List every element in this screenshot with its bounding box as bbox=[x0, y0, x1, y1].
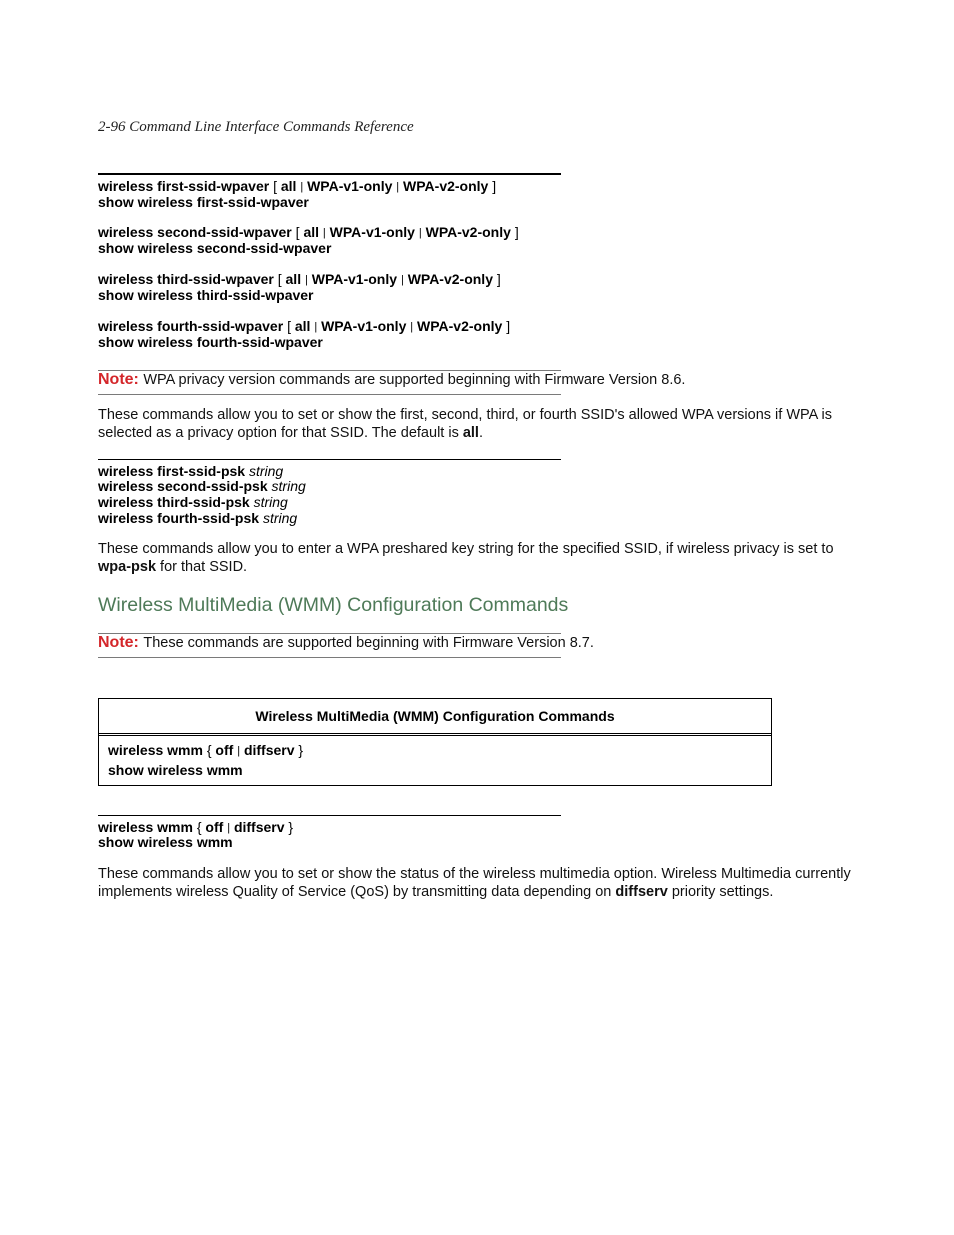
command-rule bbox=[98, 173, 561, 175]
note-label: Note: bbox=[98, 634, 139, 651]
command-line bbox=[98, 463, 283, 479]
command-rule bbox=[98, 459, 561, 460]
bracket: [ bbox=[287, 318, 291, 334]
argument: string bbox=[248, 463, 284, 479]
show-command: show wireless wmm bbox=[108, 762, 243, 778]
show-command-line bbox=[98, 834, 233, 850]
command-name: wireless third-ssid-psk bbox=[98, 494, 250, 510]
option: diffserv bbox=[233, 819, 285, 835]
option: WPA-v1-only bbox=[329, 224, 415, 240]
separator: | bbox=[396, 181, 400, 193]
option: WPA-v1-only bbox=[321, 318, 407, 334]
note bbox=[98, 371, 685, 389]
command-name: wireless wmm bbox=[98, 819, 193, 835]
command-line bbox=[98, 494, 288, 510]
table-divider bbox=[99, 733, 771, 736]
brace: { bbox=[206, 742, 212, 758]
separator: | bbox=[400, 274, 404, 286]
show-command: show wireless first-ssid-wpaver bbox=[98, 194, 309, 210]
command-name: wireless first-ssid-psk bbox=[98, 463, 246, 479]
option: all bbox=[285, 271, 302, 287]
bracket: [ bbox=[277, 271, 282, 287]
separator: | bbox=[410, 321, 414, 333]
show-command: show wireless fourth-ssid-wpaver bbox=[98, 334, 323, 350]
separator: | bbox=[322, 227, 326, 239]
note-rule-bottom bbox=[98, 394, 561, 395]
command-line bbox=[98, 510, 297, 526]
command-line bbox=[98, 478, 306, 494]
option: all bbox=[280, 178, 297, 194]
bracket: ] bbox=[514, 224, 519, 240]
note-label: Note: bbox=[98, 371, 139, 388]
show-command-line bbox=[98, 240, 331, 256]
bracket: [ bbox=[295, 224, 300, 240]
bracket: ] bbox=[496, 271, 501, 287]
command-line bbox=[108, 741, 303, 761]
option: off bbox=[205, 819, 224, 835]
show-command: show wireless second-ssid-wpaver bbox=[98, 240, 332, 256]
show-command-line bbox=[98, 194, 309, 210]
option: WPA-v1-only bbox=[307, 178, 393, 194]
command-name: wireless first-ssid-wpaver bbox=[98, 178, 270, 194]
note bbox=[98, 634, 594, 652]
show-command-line bbox=[108, 761, 303, 779]
note-text: These commands are supported beginning with Firmware Version 8.7. bbox=[143, 635, 594, 651]
option: diffserv bbox=[243, 742, 295, 758]
show-command-line bbox=[98, 334, 323, 350]
command-table bbox=[98, 698, 772, 786]
command-name: wireless third-ssid-wpaver bbox=[98, 271, 274, 287]
show-command: show wireless wmm bbox=[98, 834, 233, 850]
argument: string bbox=[253, 494, 288, 510]
running-head: 2-96 Command Line Interface Commands Reference bbox=[98, 119, 414, 135]
option: WPA-v2-only bbox=[425, 224, 511, 240]
table-header: Wireless MultiMedia (WMM) Configuration Commands bbox=[255, 708, 615, 724]
separator: | bbox=[314, 321, 318, 333]
brace: { bbox=[196, 819, 202, 835]
description-paragraph: These commands allow you to enter a WPA preshared key string for the specified SSID, if wireless privacy is set to wpa-psk for that SSID. bbox=[98, 541, 834, 575]
separator: | bbox=[227, 822, 231, 834]
show-command-line bbox=[98, 287, 314, 303]
description-paragraph: These commands allow you to set or show the first, second, third, or fourth SSID's allowed WPA versions if WPA is selected as a privacy option for that SSID. The default is all. bbox=[98, 407, 832, 441]
description-paragraph: These commands allow you to set or show the status of the wireless multimedia option. Wireless Multimedia currently implements wireless Quality of Service (QoS) by transmitting data depending on diffserv priority settings. bbox=[98, 866, 851, 900]
separator: | bbox=[237, 745, 241, 757]
command-name: wireless second-ssid-psk bbox=[98, 478, 268, 494]
show-command: show wireless third-ssid-wpaver bbox=[98, 287, 314, 303]
option: WPA-v2-only bbox=[417, 318, 503, 334]
command-name: wireless fourth-ssid-wpaver bbox=[98, 318, 284, 334]
keyword: wpa-psk bbox=[98, 559, 157, 575]
separator: | bbox=[304, 274, 308, 286]
command-name: wireless second-ssid-wpaver bbox=[98, 224, 292, 240]
keyword: diffserv bbox=[615, 884, 668, 900]
bracket: ] bbox=[492, 178, 497, 194]
option: WPA-v2-only bbox=[407, 271, 493, 287]
bracket: [ bbox=[273, 178, 277, 194]
section-heading: Wireless MultiMedia (WMM) Configuration Commands bbox=[98, 594, 569, 616]
command-name: wireless wmm bbox=[108, 742, 203, 758]
brace: } bbox=[288, 819, 294, 835]
option: all bbox=[303, 224, 320, 240]
separator: | bbox=[300, 181, 304, 193]
note-rule-bottom bbox=[98, 657, 561, 658]
argument: string bbox=[262, 510, 298, 526]
brace: } bbox=[298, 742, 304, 758]
separator: | bbox=[418, 227, 422, 239]
default-value: all bbox=[462, 425, 479, 441]
option: off bbox=[215, 742, 234, 758]
option: WPA-v1-only bbox=[311, 271, 398, 287]
argument: string bbox=[271, 478, 306, 494]
command-rule bbox=[98, 815, 561, 816]
bracket: ] bbox=[506, 318, 511, 334]
option: WPA-v2-only bbox=[403, 178, 489, 194]
command-name: wireless fourth-ssid-psk bbox=[98, 510, 260, 526]
option: all bbox=[294, 318, 311, 334]
note-text: WPA privacy version commands are supported beginning with Firmware Version 8.6. bbox=[143, 372, 686, 388]
table-cell bbox=[108, 741, 303, 779]
